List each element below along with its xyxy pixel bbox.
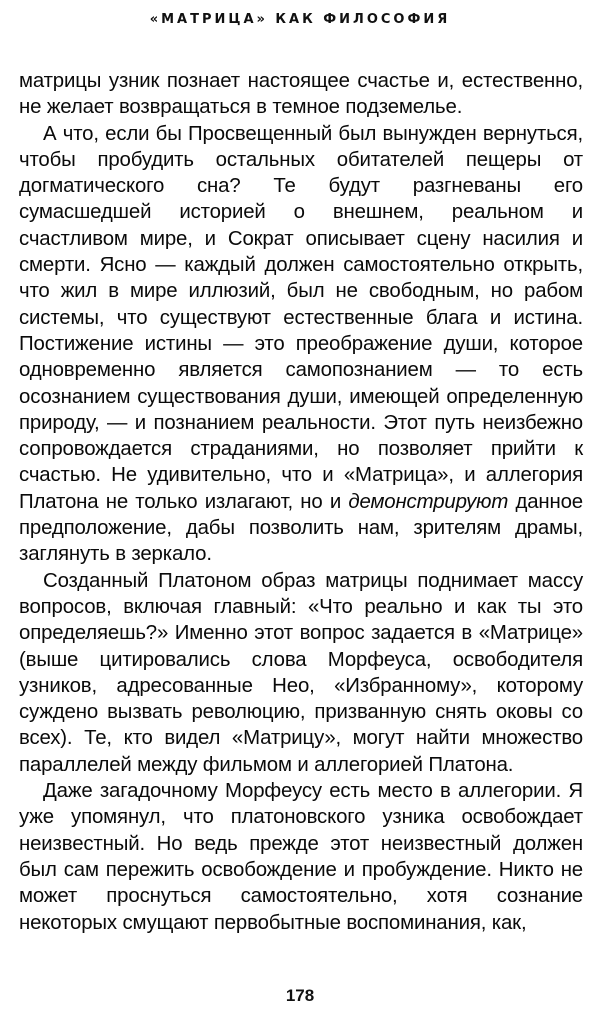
page-body bbox=[19, 68, 583, 936]
page-number: 178 bbox=[285, 986, 315, 1005]
paragraph-continuation: матрицы узник познает настоящее счастье и, естественно, не желает возвращаться в темное подземелье. bbox=[19, 70, 583, 119]
paragraph-enlightened bbox=[19, 121, 583, 568]
paragraph-text-part: данное предположение, дабы позволить нам, зрителям драмы, заглянуть в зеркало. bbox=[19, 490, 583, 566]
paragraph-plato-matrix: Созданный Платоном образ матрицы поднимает массу вопросов, включая главный: «Что реально и как ты это определяешь?» Именно этот вопрос задается в «Матрице» (выше цитировались слова Морфеуса, освободителя узников, адресованные Нео, «Избранному», которому суждено вызвать революцию, призванную снять оковы со всех). Те, кто видел «Матрицу», могут найти множество параллелей между фильмом и аллегорией Платона. bbox=[19, 569, 583, 776]
paragraph-text-part: А что, если бы Просвещенный был вынужден вернуться, чтобы пробудить остальных обитателей пещеры от догматического сна? Те будут разгневаны его сумасшедшей историей о внешнем, реальном и счастливом мире, и Сократ описывает сцену насилия и смерти. Ясно — каждый должен самостоятельно открыть, что жил в мире иллюзий, был не свободным, но рабом системы, что существуют естественные блага и истина. Постижение истины — это преображение души, которое одновременно является самопознанием — то есть осознанием существования души, имеющей определенную природу, — и познанием реальности. Этот путь неизбежно сопровождается страданиями, но позволяет прийти к счастью. Не удивительно, что и «Матрица», и аллегория Платона не только излагают, но и bbox=[19, 122, 583, 513]
running-header: «МАТРИЦА» КАК ФИЛОСОФИЯ bbox=[149, 12, 451, 27]
emphasized-word: демонстрируют bbox=[348, 490, 509, 513]
paragraph-morpheus: Даже загадочному Морфеусу есть место в аллегории. Я уже упомянул, что платоновского узника освобождает неизвестный. Но ведь прежде этот неизвестный должен был сам пережить освобождение и пробуждение. Никто не может проснуться самостоятельно, хотя сознание некоторых смущают первобытные воспоминания, как, bbox=[19, 780, 583, 934]
